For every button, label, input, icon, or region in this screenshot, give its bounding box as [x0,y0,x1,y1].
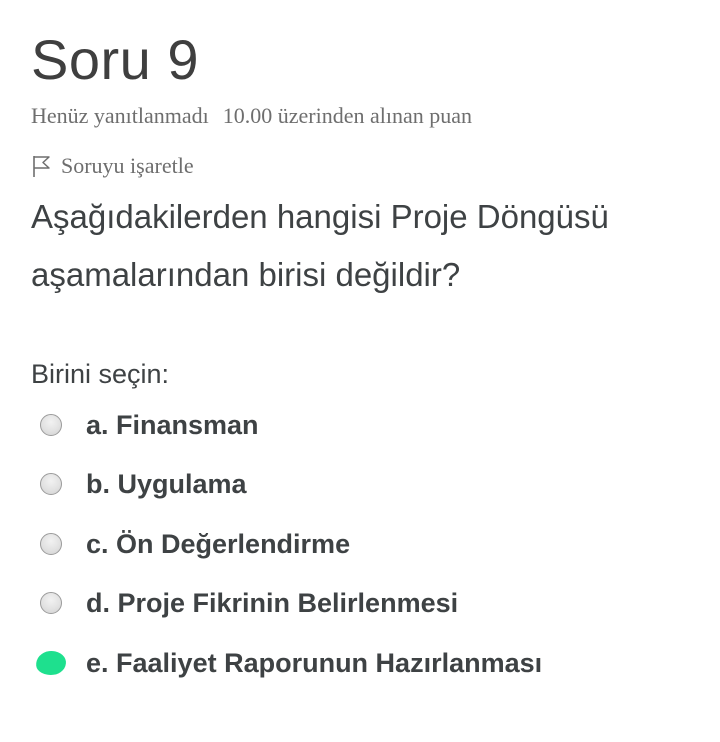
answer-option[interactable] [40,574,680,634]
question-text: Aşağıdakilerden hangisi Proje Döngüsü aşamalarından birisi değildir? [31,198,609,293]
radio-button[interactable] [40,414,62,436]
option-label: c. Ön Değerlendirme [86,528,351,559]
answer-status: Henüz yanıtlanmadı [31,103,209,128]
answer-option[interactable] [40,633,680,693]
flag-label: Soruyu işaretle [61,153,194,178]
answer-options [40,395,680,693]
option-label: e. Faaliyet Raporunun Hazırlanması [86,647,543,678]
answer-option[interactable] [40,395,680,455]
flag-question-link[interactable] [31,152,194,180]
radio-button[interactable] [40,473,62,495]
option-label: b. Uygulama [86,469,247,500]
answer-option[interactable] [40,514,680,574]
flag-icon [31,154,51,178]
answer-prompt: Birini seçin: [31,359,170,389]
grade-info: 10.00 üzerinden alınan puan [222,103,473,128]
radio-button-highlighted[interactable] [35,649,67,676]
radio-button[interactable] [40,592,62,614]
question-title: Soru 9 [31,28,199,91]
radio-button[interactable] [40,533,62,555]
answer-option[interactable] [40,455,680,515]
option-label: d. Proje Fikrinin Belirlenmesi [86,588,459,619]
question-status [31,102,472,130]
option-label: a. Finansman [86,409,259,440]
